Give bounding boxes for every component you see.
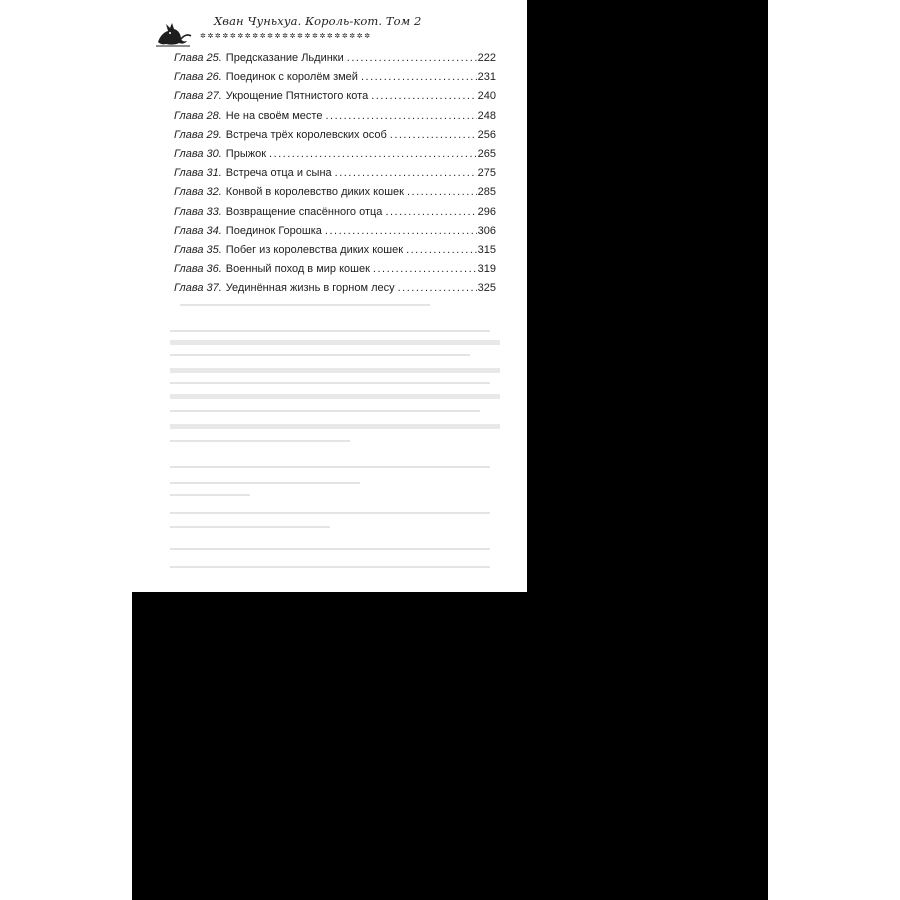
toc-entry <box>174 110 496 129</box>
toc-page-number: 325 <box>477 282 496 295</box>
toc-entry <box>174 148 496 167</box>
toc-chapter-number: Глава 30. <box>174 147 222 160</box>
toc-page-number: 265 <box>477 147 496 160</box>
toc-chapter-title: Укрощение Пятнистого кота <box>225 90 369 103</box>
toc-chapter-number: Глава 34. <box>174 224 222 237</box>
toc-entry <box>174 186 496 205</box>
toc-chapter-number: Глава 28. <box>174 109 222 122</box>
toc-chapter-title: Прыжок <box>225 147 267 160</box>
toc-dot-leader <box>390 129 477 141</box>
toc-chapter-title: Не на своём месте <box>225 109 323 122</box>
toc-chapter-title: Встреча трёх королевских особ <box>225 128 387 141</box>
toc-entry <box>174 263 496 282</box>
toc-chapter-number: Глава 25. <box>174 52 222 64</box>
page-header <box>154 10 514 50</box>
toc-chapter-title: Уединённая жизнь в горном лесу <box>225 282 395 295</box>
toc-dot-leader <box>406 244 477 256</box>
toc-chapter-title: Конвой в королевство диких кошек <box>225 186 404 199</box>
toc-entry <box>174 244 496 263</box>
toc-entry <box>174 129 496 148</box>
toc-entry <box>174 52 496 71</box>
table-of-contents <box>174 52 496 301</box>
toc-entry <box>174 225 496 244</box>
toc-dot-leader <box>407 186 477 198</box>
toc-chapter-title: Предсказание Льдинки <box>225 52 344 64</box>
toc-chapter-number: Глава 32. <box>174 186 222 199</box>
toc-page-number: 248 <box>477 109 496 122</box>
toc-chapter-number: Глава 36. <box>174 263 222 276</box>
toc-chapter-number: Глава 37. <box>174 282 222 295</box>
toc-chapter-number: Глава 33. <box>174 205 222 218</box>
toc-entry <box>174 167 496 186</box>
toc-page-number: 275 <box>477 167 496 180</box>
header-ornament: ✲✲✲✲✲✲✲✲✲✲✲✲✲✲✲✲✲✲✲✲✲✲✲ <box>200 32 372 40</box>
show-through-text <box>170 290 500 590</box>
toc-page-number: 256 <box>477 128 496 141</box>
toc-dot-leader <box>371 90 476 102</box>
toc-chapter-number: Глава 31. <box>174 167 222 180</box>
toc-dot-leader <box>385 206 476 218</box>
toc-page-number: 306 <box>477 224 496 237</box>
cat-logo-icon <box>154 14 194 48</box>
toc-page-number: 296 <box>477 205 496 218</box>
book-running-title: Хван Чуньхуа. Король-кот. Том 2 <box>214 14 422 28</box>
toc-page-number: 240 <box>477 90 496 103</box>
toc-dot-leader <box>361 71 477 83</box>
toc-chapter-title: Побег из королевства диких кошек <box>225 243 404 256</box>
toc-chapter-number: Глава 35. <box>174 243 222 256</box>
toc-entry <box>174 71 496 90</box>
toc-chapter-title: Военный поход в мир кошек <box>225 263 370 276</box>
toc-page-number: 315 <box>477 243 496 256</box>
toc-chapter-title: Поединок Горошка <box>225 224 322 237</box>
toc-chapter-number: Глава 27. <box>174 90 222 103</box>
toc-page-number: 222 <box>477 52 496 64</box>
toc-dot-leader <box>347 52 477 64</box>
book-page <box>132 0 527 592</box>
toc-page-number: 319 <box>477 263 496 276</box>
black-backdrop-bottom <box>132 592 768 900</box>
toc-chapter-number: Глава 29. <box>174 128 222 141</box>
toc-chapter-title: Возвращение спасённого отца <box>225 205 383 218</box>
toc-dot-leader <box>325 225 477 237</box>
toc-chapter-title: Встреча отца и сына <box>225 167 332 180</box>
toc-entry <box>174 206 496 225</box>
toc-dot-leader <box>335 167 477 179</box>
toc-chapter-number: Глава 26. <box>174 71 222 84</box>
toc-page-number: 231 <box>477 71 496 84</box>
toc-entry <box>174 90 496 109</box>
toc-dot-leader <box>325 110 476 122</box>
toc-page-number: 285 <box>477 186 496 199</box>
toc-dot-leader <box>373 263 477 275</box>
toc-dot-leader <box>269 148 477 160</box>
toc-chapter-title: Поединок с королём змей <box>225 71 358 84</box>
